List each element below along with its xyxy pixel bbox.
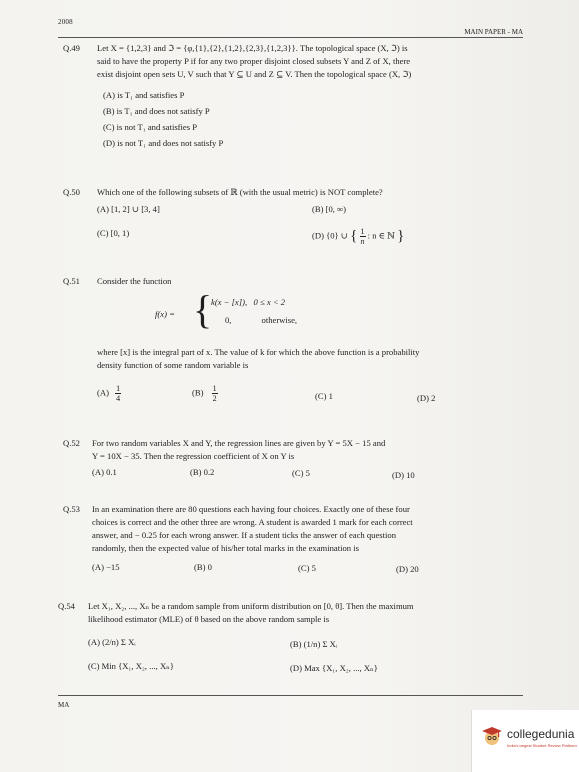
header-paper-code: MAIN PAPER - MA (464, 28, 523, 36)
question-number: Q.53 (63, 504, 80, 514)
question-text-line: Which one of the following subsets of ℝ (with the usual metric) is NOT complete? (97, 187, 383, 197)
question-text-line: Y = 10X − 35. Then the regression coefficient of X on Y is (92, 451, 295, 461)
graduate-avatar-icon (480, 724, 504, 748)
footer-code: MA (58, 701, 70, 709)
case-1: k(x − [x]), 0 ≤ x < 2 (211, 297, 286, 307)
question-number: Q.50 (63, 187, 80, 197)
left-brace-glyph: { (350, 228, 358, 244)
question-52 (58, 437, 513, 484)
option-d: (D) 2 (417, 393, 436, 403)
option-c: (C) 5 (298, 563, 316, 573)
piecewise-function (97, 287, 513, 338)
question-53 (58, 503, 513, 579)
question-number: Q.54 (58, 601, 75, 611)
option-b: (B) (1/n) Σ Xᵢ (290, 639, 338, 649)
option-c: (C) Min {X₁, X₂, ..., Xₙ} (88, 661, 174, 671)
question-text-line: randomly, then the expected value of his/her total marks in the examination is (92, 543, 359, 553)
option-d: (D) is not T₁ and does not satisfy P (103, 138, 224, 148)
option-c: (C) 1 (315, 391, 333, 401)
question-number: Q.52 (63, 438, 80, 448)
option-d: (D) 20 (396, 564, 419, 574)
option-b: (B) [0, ∞) (312, 204, 347, 214)
piecewise-brace: { (193, 287, 213, 332)
question-text-line: likelihood estimator (MLE) of θ based on the above random sample is (88, 614, 330, 624)
option-a-label: (A) (97, 387, 109, 398)
question-text-line: In an examination there are 80 questions each having four choices. Exactly one of these four (92, 504, 410, 514)
option-d: (D) Max {X₁, X₂, ..., Xₙ} (290, 663, 378, 673)
option-a: (A) is T₁ and satisfies P (103, 90, 185, 100)
collegedunia-watermark (471, 710, 579, 772)
case-2: 0, otherwise, (225, 315, 298, 325)
option-c: (C) is not T₁ and satisfies P (103, 122, 198, 132)
question-text-line: exist disjoint open sets U, V such that Y ⊆ U and Z ⊆ V. Then the topological space (X, ℑ) (97, 69, 412, 79)
question-text-line: Let X = {1,2,3} and ℑ = {φ,{1},{2},{1,2},{2,3},{1,2,3}}. The topological space (X, ℑ) is (97, 43, 408, 53)
question-54 (58, 600, 513, 676)
question-51 (58, 275, 513, 406)
option-c: (C) [0, 1) (97, 228, 130, 238)
header-year: 2008 (58, 18, 73, 26)
question-number: Q.49 (63, 43, 80, 53)
function-label: f(x) = (155, 309, 175, 319)
option-a (97, 384, 121, 403)
fraction-one-over-n: $\frac{1}{n}$ (360, 227, 365, 246)
option-d (312, 227, 404, 246)
option-c: (C) 5 (292, 468, 310, 478)
question-text-line: answer, and − 0.25 for each wrong answer. If a student ticks the answer of each question (92, 530, 396, 540)
option-a: (A) (2/n) Σ Xᵢ (88, 637, 136, 647)
option-a: (A) [1, 2] ∪ [3, 4] (97, 204, 160, 214)
set-builder-text: : n ∈ ℕ (367, 230, 396, 241)
question-text-line: where [x] is the integral part of x. The value of k for which the above function is a probability (97, 347, 420, 357)
right-brace-glyph: } (397, 228, 405, 244)
question-text-line: Let X₁, X₂, ..., Xₙ be a random sample from uniform distribution on [0, θ]. Then the maximum (88, 601, 414, 611)
option-a: (A) 0.1 (92, 467, 117, 477)
option-b: (B) 0 (194, 562, 212, 572)
option-b (192, 384, 218, 403)
option-b: (B) is T₁ and does not satisfy P (103, 106, 210, 116)
option-b-label: (B) (192, 387, 204, 398)
question-49 (58, 42, 513, 151)
fraction-one-quarter: $\frac{1}{4}$ (116, 384, 121, 403)
question-text-line: choices is correct and the other three are wrong. A student is awarded 1 mark for each correct (92, 517, 413, 527)
question-number: Q.51 (63, 276, 80, 286)
question-text-line: For two random variables X and Y, the regression lines are given by Y = 5X − 15 and (92, 438, 386, 448)
brand-tagline: India's largest Student Review Platform (507, 743, 577, 748)
option-d-prefix: (D) {0} ∪ (312, 230, 348, 241)
fraction-one-half: $\frac{1}{2}$ (212, 384, 217, 403)
option-b: (B) 0.2 (190, 467, 215, 477)
question-text-line: density function of some random variable is (97, 360, 249, 370)
footer-rule (58, 695, 523, 696)
option-a: (A) −15 (92, 562, 120, 572)
header-rule (58, 37, 523, 38)
question-text-line: Consider the function (97, 276, 172, 286)
option-d: (D) 10 (392, 470, 415, 480)
brand-name: collegedunia (507, 727, 575, 741)
question-50 (58, 186, 513, 245)
question-text-line: said to have the property P if for any two proper disjoint closed subsets Y and Z of X, there (97, 56, 411, 66)
